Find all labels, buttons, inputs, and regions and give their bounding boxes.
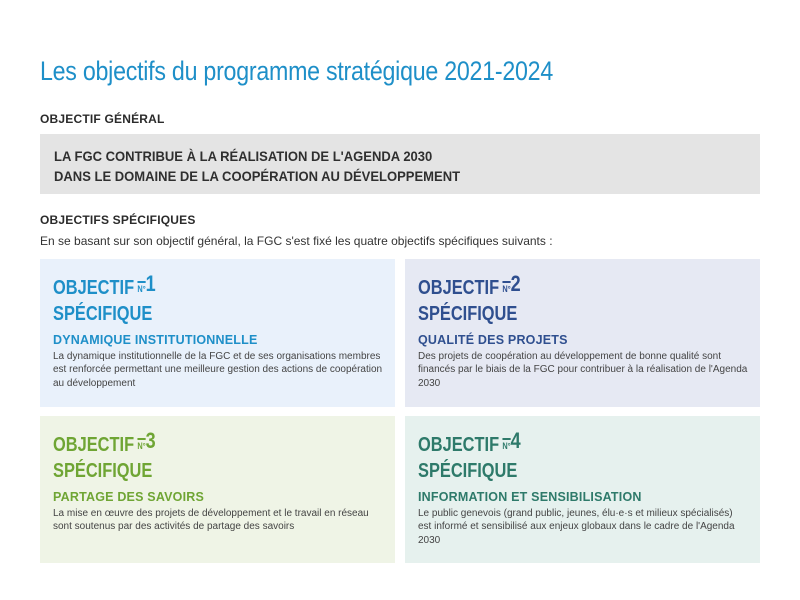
- general-objective-box: [40, 134, 760, 194]
- objective-heading-specific: SPÉCIFIQUE: [418, 460, 518, 482]
- objective-description: Des projets de coopération au développement de bonne qualité sont financés par le biais de la FGC pour contribuer à la réalisation de l'Agenda 2030: [418, 351, 748, 389]
- objective-heading: [418, 428, 521, 484]
- number-symbol: N°: [502, 438, 510, 451]
- objective-number-badge: [137, 271, 155, 302]
- objective-heading: [418, 271, 521, 327]
- objective-heading-specific: SPÉCIFIQUE: [418, 303, 518, 325]
- objective-number: 3: [145, 428, 156, 453]
- objective-subtitle: QUALITÉ DES PROJETS: [418, 333, 568, 347]
- number-symbol: N°: [137, 281, 145, 294]
- number-symbol: N°: [502, 281, 510, 294]
- objective-heading: [53, 428, 156, 484]
- objective-heading-word: OBJECTIF: [418, 434, 500, 456]
- objective-number-badge: [502, 271, 520, 302]
- objective-number: 1: [145, 271, 156, 296]
- objective-description: Le public genevois (grand public, jeunes, élu·e·s et milieux spécialisés) est informé et sensibilisé aux enjeux globaux dans le cadre de l'Agenda 2030: [418, 508, 735, 546]
- objective-heading-word: OBJECTIF: [53, 277, 135, 299]
- objective-card-1: [40, 259, 395, 407]
- objective-number: 2: [510, 271, 521, 296]
- general-objective-line-2: DANS LE DOMAINE DE LA COOPÉRATION AU DÉVELOPPEMENT: [54, 168, 461, 184]
- objective-subtitle: PARTAGE DES SAVOIRS: [53, 490, 205, 504]
- objective-number-badge: [137, 428, 155, 459]
- objective-heading-word: OBJECTIF: [53, 434, 135, 456]
- number-symbol: N°: [137, 438, 145, 451]
- objective-card-3: [40, 416, 395, 563]
- specific-objectives-label: OBJECTIFS SPÉCIFIQUES: [40, 213, 196, 227]
- objective-subtitle: DYNAMIQUE INSTITUTIONNELLE: [53, 333, 258, 347]
- objective-heading-specific: SPÉCIFIQUE: [53, 460, 153, 482]
- objective-heading: [53, 271, 156, 327]
- objective-number-badge: [502, 428, 520, 459]
- specific-objectives-intro: En se basant sur son objectif général, la FGC s'est fixé les quatre objectifs spécifiques suivants :: [40, 234, 553, 248]
- objective-description: La mise en œuvre des projets de développement et le travail en réseau sont soutenus par des activités de partage des savoirs: [53, 508, 369, 533]
- objective-description: La dynamique institutionnelle de la FGC et de ses organisations membres est renforcée permettant une meilleure gestion des actions de coopération au développement: [53, 351, 383, 389]
- general-objective-line-1: LA FGC CONTRIBUE À LA RÉALISATION DE L'AGENDA 2030: [54, 148, 433, 164]
- objective-subtitle: INFORMATION ET SENSIBILISATION: [418, 490, 642, 504]
- objective-card-2: [405, 259, 760, 407]
- objective-card-4: [405, 416, 760, 563]
- general-objective-label: OBJECTIF GÉNÉRAL: [40, 112, 165, 126]
- objective-heading-word: OBJECTIF: [418, 277, 500, 299]
- objective-number: 4: [510, 428, 521, 453]
- page-title: Les objectifs du programme stratégique 2021-2024: [40, 56, 553, 86]
- objective-heading-specific: SPÉCIFIQUE: [53, 303, 153, 325]
